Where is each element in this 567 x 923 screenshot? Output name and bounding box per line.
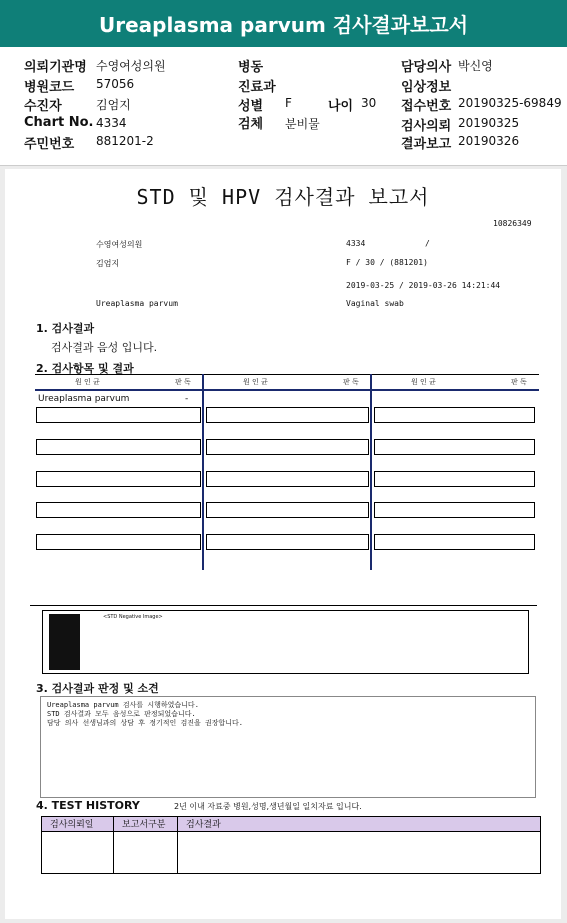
col-organism-1: 원 인 균 [75, 378, 100, 386]
result-cell [374, 502, 535, 518]
resident-label: 주민번호 [24, 137, 75, 152]
result-cell [36, 534, 201, 550]
section-1-title: 1. 검사결과 [36, 322, 95, 335]
results-table-header [35, 374, 539, 391]
chart-label: Chart No. [24, 115, 94, 130]
hospital-code-value: 57056 [96, 77, 135, 91]
doc-specimen: Vaginal swab [346, 299, 404, 308]
doctor-label: 담당의사 [401, 60, 452, 75]
patient-label: 수진자 [24, 99, 62, 114]
col-reading-2: 판 독 [343, 378, 359, 386]
doctor-value: 박신영 [458, 59, 493, 73]
report-date-value: 20190326 [458, 134, 520, 148]
specimen-value: 분비물 [285, 117, 320, 131]
doc-dates: 2019-03-25 / 2019-03-26 14:21:44 [346, 281, 501, 290]
col-reading-1: 판 독 [175, 378, 191, 386]
result-cell [374, 439, 535, 455]
result-cell [206, 502, 369, 518]
ward-label: 병동 [238, 60, 264, 75]
history-empty-row [42, 832, 540, 873]
report-title-bar [0, 0, 567, 47]
patient-value: 김엄지 [96, 98, 131, 112]
result-cell [374, 534, 535, 550]
history-note: 2년 이내 자료중 병원,성명,생년월일 일치자료 입니다. [174, 802, 362, 811]
hist-col-request-date: 검사의뢰일 [42, 817, 114, 831]
request-label: 검사의뢰 [401, 119, 452, 134]
sex-label: 성별 [238, 99, 264, 114]
result-cell [374, 407, 535, 423]
history-table [41, 816, 541, 874]
gel-image-panel [42, 610, 529, 674]
result-cell [36, 407, 201, 423]
doc-chart: 4334 [346, 239, 366, 248]
opinion-box [40, 696, 536, 798]
doc-patient: 김엄지 [96, 259, 120, 268]
patient-info-panel [0, 47, 567, 166]
result-cell [206, 439, 369, 455]
section-3-title: 3. 검사결과 판정 및 소견 [36, 682, 159, 695]
receipt-label: 접수번호 [401, 99, 452, 114]
specimen-label: 검체 [238, 117, 264, 132]
result-cell [206, 534, 369, 550]
dept-label: 진료과 [238, 80, 276, 95]
section-2-title: 2. 검사항목 및 결과 [36, 362, 134, 375]
result-cell [36, 502, 201, 518]
hist-col-result: 검사결과 [186, 820, 221, 830]
result-cell [36, 439, 201, 455]
doc-institution: 수영여성의원 [96, 240, 143, 249]
scanned-report [5, 169, 561, 919]
institution-label: 의뢰기관명 [24, 60, 87, 75]
item-1-value: - [185, 394, 189, 404]
result-cell [374, 471, 535, 487]
report-id: 10826349 [493, 219, 532, 228]
chart-value: 4334 [96, 116, 127, 130]
divider-line [30, 605, 537, 606]
opinion-line-3: 담당 의사 선생님과의 상담 후 정기적인 검진을 권장합니다. [47, 719, 244, 727]
section-4-title: 4. TEST HISTORY [36, 799, 140, 812]
item-1-name: Ureaplasma parvum [38, 394, 130, 404]
result-text: 검사결과 음성 입니다. [51, 341, 158, 354]
institution-value: 수영여성의원 [96, 59, 166, 73]
age-label: 나이 [328, 99, 354, 114]
col-organism-3: 원 인 균 [411, 378, 436, 386]
col-organism-2: 원 인 균 [243, 378, 268, 386]
resident-value: 881201-2 [96, 134, 154, 148]
table-divider [202, 374, 204, 570]
age-value: 30 [361, 96, 377, 110]
sex-value: F [285, 96, 292, 110]
opinion-line-1: Ureaplasma parvum 검사를 시행하였습니다. [47, 701, 199, 709]
receipt-value: 20190325-69849 [458, 96, 562, 110]
request-value: 20190325 [458, 116, 520, 130]
doc-sex-age: F / 30 / (881201) [346, 258, 428, 267]
report-title: Ureaplasma parvum 검사결과보고서 [98, 13, 469, 37]
table-divider [370, 374, 372, 570]
gel-caption: <STD Negative Image> [103, 614, 163, 620]
doc-title: STD 및 HPV 검사결과 보고서 [136, 185, 430, 209]
result-cell [36, 471, 201, 487]
opinion-line-2: STD 검사결과 모두 음성으로 판정되었습니다. [47, 710, 196, 718]
clinical-label: 임상정보 [401, 80, 452, 95]
hist-col-report-type: 보고서구분 [114, 817, 178, 831]
result-cell [206, 407, 369, 423]
col-reading-3: 판 독 [511, 378, 527, 386]
doc-slash: / [425, 239, 430, 248]
hospital-code-label: 병원코드 [24, 80, 75, 95]
result-cell [206, 471, 369, 487]
report-date-label: 결과보고 [401, 137, 452, 152]
gel-image [49, 614, 80, 670]
doc-test: Ureaplasma parvum [96, 299, 178, 308]
